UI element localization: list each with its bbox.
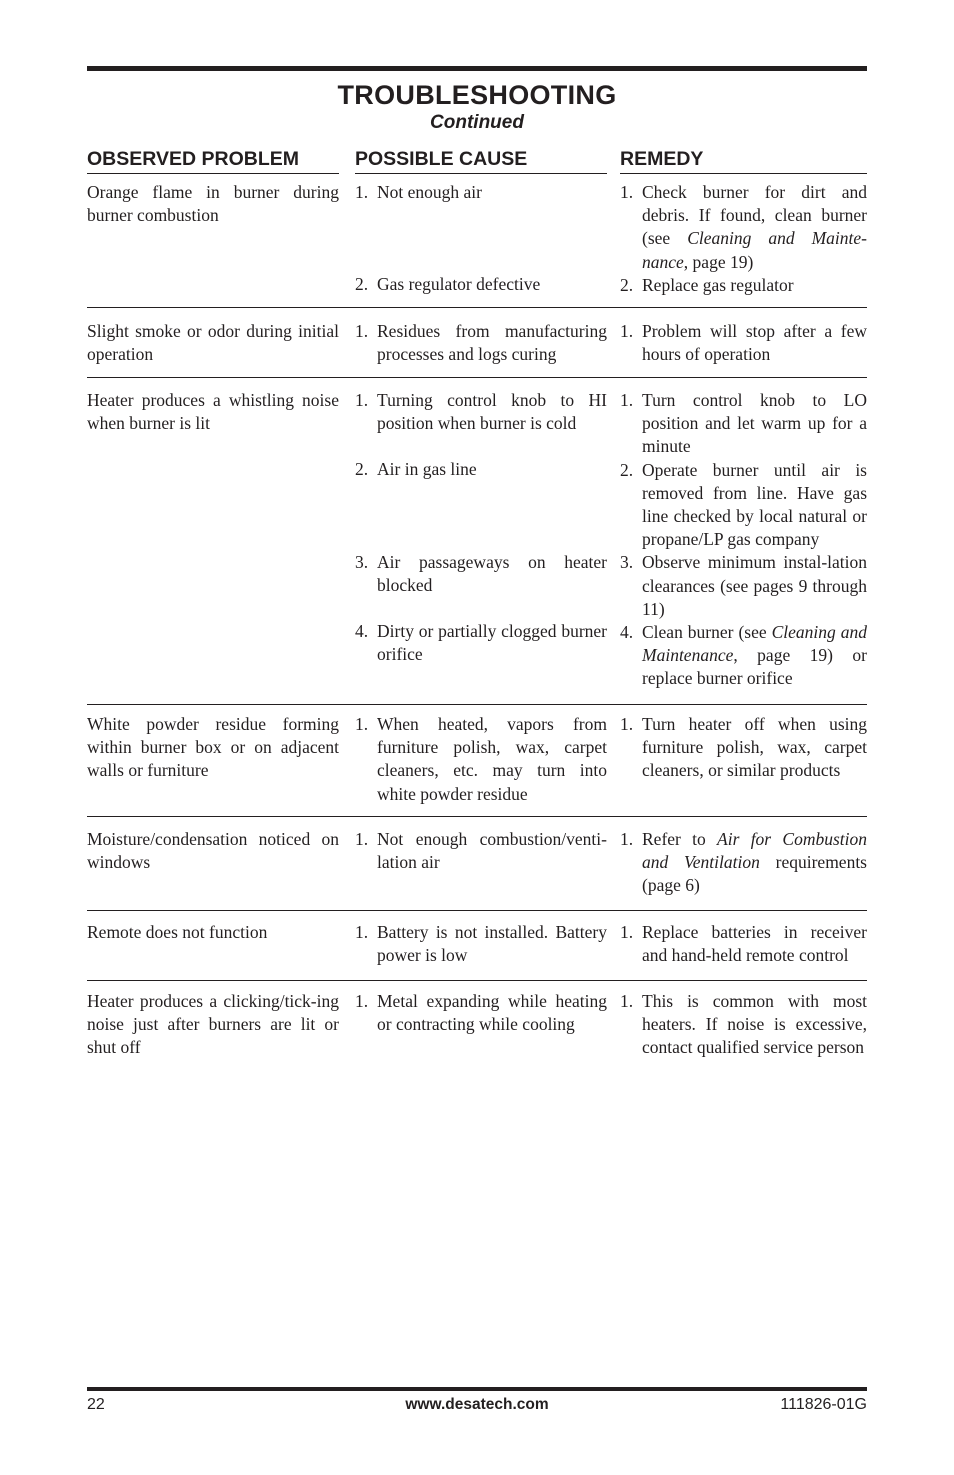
item-number: 1. (355, 182, 369, 202)
cause-text: Residues from manufacturing processes and logs curing (377, 321, 607, 365)
cause-item (355, 273, 607, 296)
footer-rule (87, 1387, 867, 1391)
item-number: 2. (355, 274, 369, 294)
cause-item (355, 181, 607, 204)
cause-text: When heated, vapors from furniture polish, wax, carpet cleaners, etc. may turn into white powder residue (377, 714, 607, 804)
remedy-item (620, 274, 867, 297)
remedy-reference: Air for Combustion and Ventilation (642, 829, 867, 873)
remedy-item (620, 459, 867, 552)
remedy-reference: Cleaning and Maintenance (642, 622, 867, 666)
cause-text: Not enough combustion/venti-lation air (377, 829, 607, 873)
cause-text: Air in gas line (377, 459, 477, 479)
problem-cell: White powder residue forming within burner box or on adjacent walls or furniture (87, 714, 339, 781)
item-number: 2. (355, 459, 369, 479)
item-number: 1. (620, 321, 634, 341)
document-number: 111826-01G (780, 1396, 867, 1413)
item-number: 3. (620, 552, 634, 573)
remedy-text: Replace gas regulator (642, 274, 794, 295)
remedy-text: Turn heater off when using furniture polish, wax, carpet cleaners, or similar products (642, 714, 867, 781)
item-number: 1. (620, 390, 634, 410)
item-number: 4. (355, 621, 369, 641)
item-number: 1. (355, 922, 369, 942)
remedy-item (620, 621, 867, 691)
website-link[interactable]: www.desatech.com (405, 1396, 549, 1413)
cause-item (355, 828, 607, 874)
row-divider (87, 704, 867, 705)
cause-list (355, 990, 607, 1036)
item-number: 1. (355, 714, 369, 734)
remedy-text: Problem will stop after a few hours of operation (642, 321, 867, 365)
remedy-item (620, 551, 867, 621)
item-number: 2. (620, 274, 634, 295)
cause-list (355, 828, 607, 874)
remedy-text: Refer to (642, 829, 718, 849)
remedy-reference: Cleaning and Mainte-nance (642, 228, 867, 272)
remedy-item (620, 828, 867, 898)
cause-text: Not enough air (377, 182, 482, 202)
header-rule-problem (87, 173, 339, 174)
problem-cell: Moisture/condensation noticed on windows (87, 829, 339, 873)
remedy-text: , page 19) (683, 251, 754, 272)
remedy-text: Check burner for dirt and debris. If found, clean burner (see (642, 182, 867, 249)
row-divider (87, 307, 867, 308)
cause-item (355, 458, 607, 481)
item-number: 2. (620, 459, 634, 480)
cause-text: Air passageways on heater blocked (377, 552, 607, 596)
item-number: 1. (620, 991, 634, 1011)
remedy-text: Clean burner (see (642, 622, 772, 643)
cause-text: Battery is not installed. Battery power is low (377, 922, 607, 966)
table-row (87, 921, 867, 971)
cause-list (355, 921, 607, 967)
column-header-problem: OBSERVED PROBLEM (87, 148, 300, 170)
cause-list (355, 320, 607, 366)
row-divider (87, 377, 867, 378)
header-rule-cause (355, 173, 607, 174)
remedy-item (620, 921, 867, 967)
problem-cell: Heater produces a whistling noise when burner is lit (87, 390, 339, 434)
item-number: 1. (620, 922, 634, 942)
cause-item (355, 990, 607, 1036)
item-number: 1. (355, 321, 369, 341)
remedy-text: , page 19) or replace burner orifice (642, 645, 867, 689)
table-row (87, 713, 867, 809)
manual-page (87, 0, 867, 1475)
column-header-cause: POSSIBLE CAUSE (355, 148, 528, 170)
remedy-text: Observe minimum instal-lation clearances (see pages 9 through 11) (642, 552, 867, 619)
remedy-item (620, 713, 867, 783)
page-number: 22 (87, 1396, 105, 1413)
item-number: 1. (620, 829, 634, 849)
table-row (87, 181, 867, 293)
remedy-list (620, 921, 867, 967)
cause-list (355, 181, 607, 294)
problem-cell: Orange flame in burner during burner combustion (87, 182, 339, 226)
remedy-list (620, 389, 867, 691)
item-number: 1. (355, 991, 369, 1011)
column-header-remedy: REMEDY (620, 148, 704, 170)
remedy-item (620, 320, 867, 366)
item-number: 4. (620, 622, 634, 643)
remedy-list (620, 320, 867, 366)
row-divider (87, 910, 867, 911)
remedy-item (620, 389, 867, 459)
item-number: 1. (620, 714, 634, 734)
column-headers (87, 148, 867, 172)
cause-item (355, 320, 607, 366)
item-number: 1. (355, 829, 369, 849)
cause-item (355, 921, 607, 967)
remedy-list (620, 713, 867, 783)
cause-text: Turning control knob to HI position when burner is cold (377, 390, 607, 434)
remedy-text: This is common with most heaters. If noise is excessive, contact qualified service person (642, 991, 867, 1058)
top-rule (87, 66, 867, 71)
cause-item (355, 713, 607, 806)
header-rule-remedy (620, 173, 867, 174)
table-row (87, 828, 867, 900)
remedy-list (620, 828, 867, 898)
cause-text: Gas regulator defective (377, 274, 541, 294)
problem-cell: Heater produces a clicking/tick-ing noise just after burners are lit or shut off (87, 991, 339, 1058)
remedy-item (620, 181, 867, 274)
row-divider (87, 816, 867, 817)
problem-cell: Slight smoke or odor during initial operation (87, 321, 339, 365)
item-number: 1. (620, 182, 634, 202)
row-divider (87, 980, 867, 981)
cause-text: Dirty or partially clogged burner orifice (377, 621, 607, 665)
item-number: 1. (355, 390, 369, 410)
page-title: TROUBLESHOOTING (337, 80, 617, 110)
problem-cell: Remote does not function (87, 922, 268, 942)
remedy-text: requirements (page 6) (642, 852, 867, 896)
item-number: 3. (355, 552, 369, 572)
cause-list (355, 713, 607, 806)
remedy-item (620, 990, 867, 1060)
table-row (87, 389, 867, 694)
cause-item (355, 551, 607, 597)
remedy-list (620, 181, 867, 297)
cause-item (355, 620, 607, 666)
remedy-text: Replace batteries in receiver and hand-held remote control (642, 922, 867, 966)
cause-text: Metal expanding while heating or contracting while cooling (377, 991, 607, 1035)
remedy-text: Operate burner until air is removed from line. Have gas line checked by local natural or propane/LP gas company (642, 459, 867, 550)
remedy-text: Turn control knob to LO position and let warm up for a minute (642, 390, 867, 457)
remedy-list (620, 990, 867, 1060)
page-subtitle: Continued (430, 112, 524, 133)
cause-item (355, 389, 607, 435)
table-row (87, 990, 867, 1086)
table-row (87, 320, 867, 370)
